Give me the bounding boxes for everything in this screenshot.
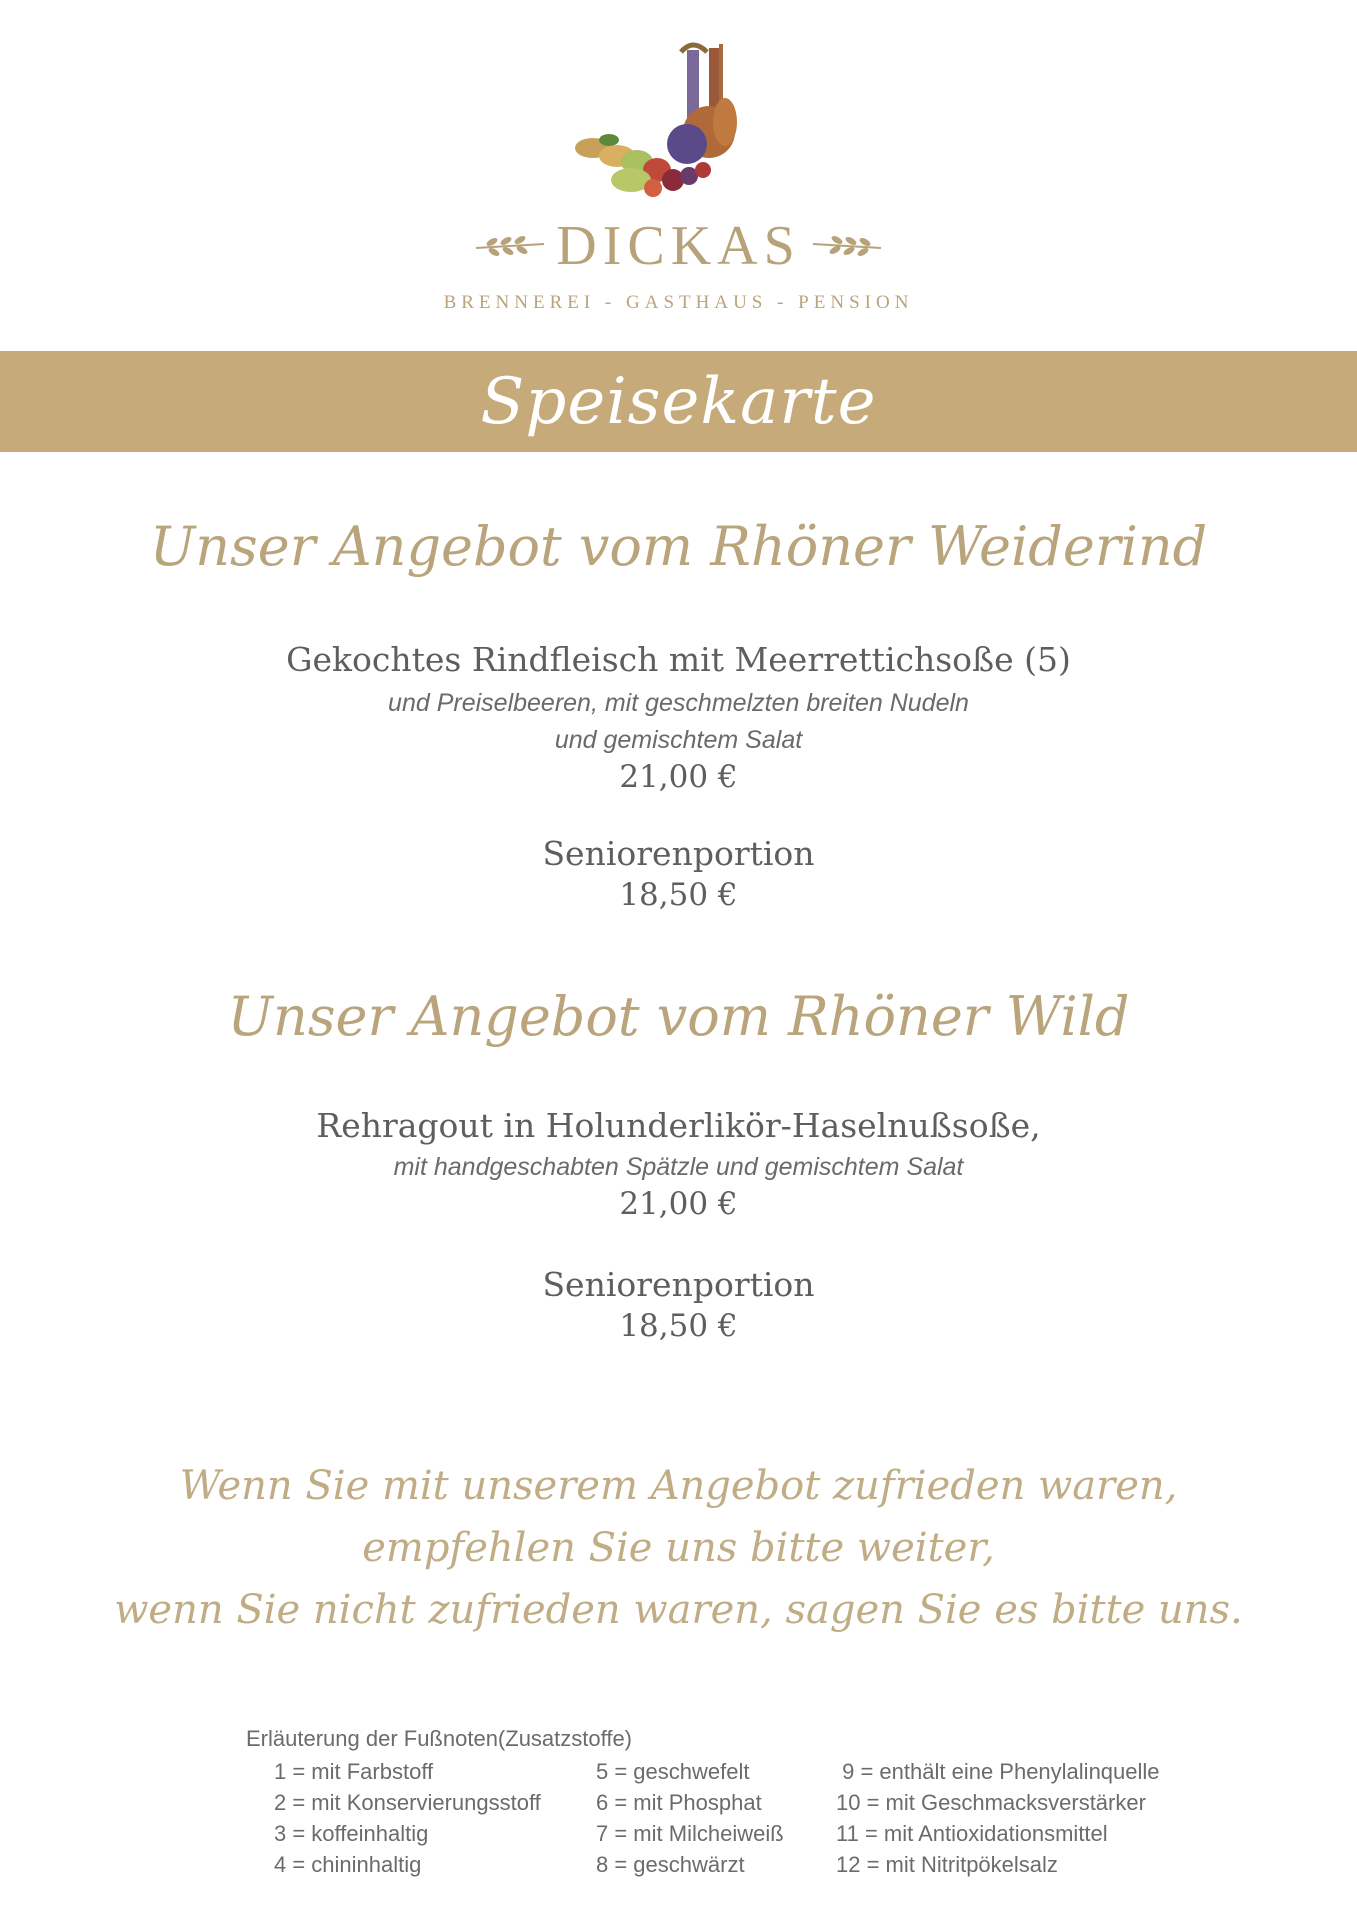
dish-price: 21,00 € [619,759,738,795]
logo-block [0,30,1357,314]
footnote-item: 4 = chininhaltig [274,1852,422,1877]
closing-line-2: empfehlen Sie uns bitte weiter, [362,1525,995,1571]
page-title: Speisekarte [480,364,877,439]
footnote-item: 8 = geschwärzt [596,1852,745,1877]
footnotes-column-2 [596,1756,836,1880]
footnote-item: 10 = mit Geschmacksverstärker [836,1790,1146,1815]
dish-description-line-1: mit handgeschabten Spätzle und gemischtem Salat [393,1153,964,1181]
dish-price: 21,00 € [619,1186,738,1222]
senior-price: 18,50 € [619,877,738,913]
footnotes-grid [246,1756,1296,1880]
footnote-item: 3 = koffeinhaltig [274,1821,429,1846]
senior-portion-rindfleisch [0,834,1357,913]
dish-name: Rehragout in Holunderlikör-Haselnußsoße, [316,1106,1041,1145]
senior-price: 18,50 € [619,1308,738,1344]
section-title-wild: Unser Angebot vom Rhöner Wild [227,985,1130,1048]
brand-subtitle: BRENNEREI - GASTHAUS - PENSION [443,292,914,313]
footnote-item: 12 = mit Nitritpökelsalz [836,1852,1058,1877]
footnote-item: 2 = mit Konservierungsstoff [274,1790,541,1815]
footnote-item: 6 = mit Phosphat [596,1790,762,1815]
footnotes-heading: Erläuterung der Fußnoten(Zusatzstoffe) [246,1726,633,1751]
footnotes-column-1 [274,1756,596,1880]
footnote-item: 11 = mit Antioxidationsmittel [836,1821,1108,1846]
laurel-branch-icon [811,234,883,258]
title-banner [0,351,1357,452]
footnote-item: 1 = mit Farbstoff [274,1759,434,1784]
section-title-weiderind: Unser Angebot vom Rhöner Weiderind [149,515,1208,578]
dish-rindfleisch [0,640,1357,795]
dish-description-line-1: und Preiselbeeren, mit geschmelzten breiten Nudeln [388,689,969,717]
footnote-item: 9 = enthält eine Phenylalinquelle [836,1759,1160,1784]
brand-name: DICKAS [556,215,801,277]
footnote-item: 7 = mit Milcheiweiß [596,1821,784,1846]
senior-label: Seniorenportion [542,1265,815,1304]
senior-portion-rehragout [0,1265,1357,1344]
laurel-branch-icon [474,234,546,258]
footnotes [246,1726,1296,1880]
brand-row [0,215,1357,277]
closing-line-3: wenn Sie nicht zufrieden waren, sagen Sie es bitte uns. [114,1587,1243,1633]
footnotes-column-3 [836,1756,1196,1880]
dish-name: Gekochtes Rindfleisch mit Meerrettichsoße (5) [286,640,1071,679]
senior-label: Seniorenportion [542,834,815,873]
footnote-item: 5 = geschwefelt [596,1759,750,1784]
dish-description-line-2: und gemischtem Salat [554,726,803,754]
distillery-fruit-logo-icon [569,30,789,210]
dish-rehragout [0,1106,1357,1222]
closing-line-1: Wenn Sie mit unserem Angebot zufrieden waren, [179,1463,1178,1509]
closing-message [0,1455,1357,1641]
